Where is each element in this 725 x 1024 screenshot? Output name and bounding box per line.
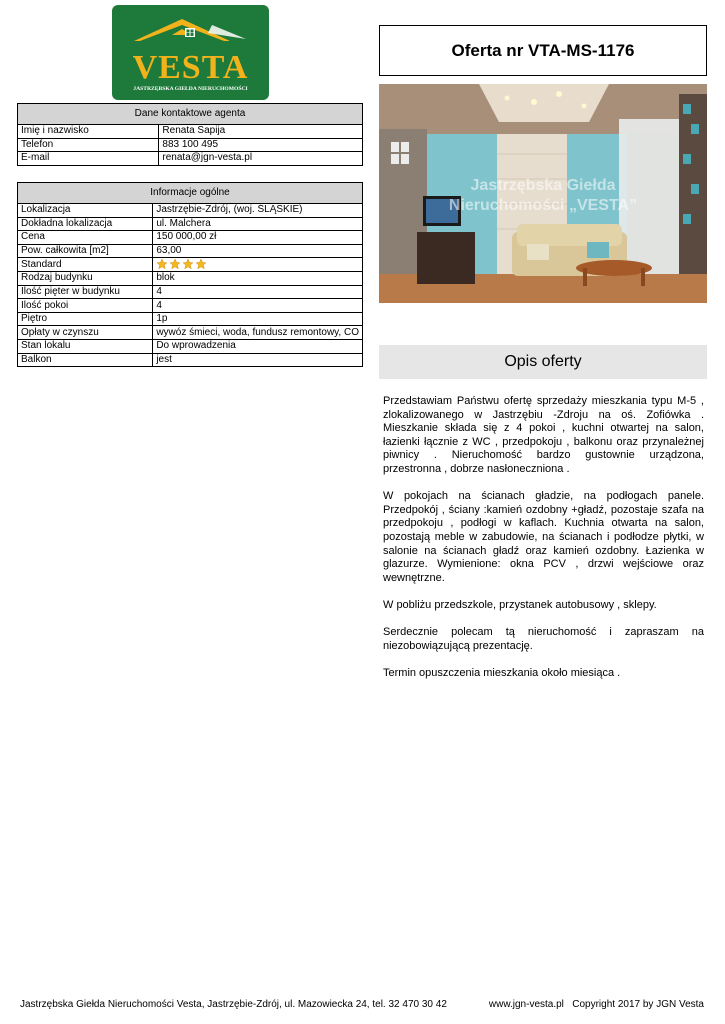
- info-label: Pow. całkowita [m2]: [18, 244, 153, 258]
- contact-label: E-mail: [18, 152, 159, 166]
- contact-label: Telefon: [18, 138, 159, 152]
- table-row: [18, 204, 363, 218]
- footer-copyright: Copyright 2017 by JGN Vesta: [572, 999, 704, 1010]
- info-value: Jastrzębie-Zdrój, (woj. ŚLĄSKIE): [153, 204, 363, 218]
- info-label: Standard: [18, 258, 153, 272]
- watermark-text: Jastrzębska Giełda: [470, 177, 616, 194]
- star-icon: [195, 258, 207, 270]
- table-row: [18, 299, 363, 313]
- info-value: 150 000,00 zł: [153, 231, 363, 245]
- logo-subtitle: JASTRZĘBSKA GIEŁDA NIERUCHOMOŚCI: [133, 86, 248, 92]
- contact-table-header: Dane kontaktowe agenta: [18, 104, 363, 125]
- info-label: Piętro: [18, 312, 153, 326]
- offer-number-title: Oferta nr VTA-MS-1176: [379, 25, 707, 76]
- info-value: Do wprowadzenia: [153, 339, 363, 353]
- table-row: [18, 231, 363, 245]
- info-label: Rodzaj budynku: [18, 272, 153, 286]
- info-value: blok: [153, 272, 363, 286]
- table-row: [18, 312, 363, 326]
- info-label: Lokalizacja: [18, 204, 153, 218]
- footer-company-info: Jastrzębska Giełda Nieruchomości Vesta, Jastrzębie-Zdrój, ul. Mazowiecka 24, tel. 32 470 30 42: [20, 999, 447, 1010]
- star-rating: [156, 258, 207, 270]
- standard-rating: [153, 258, 363, 272]
- table-row: [18, 272, 363, 286]
- star-icon: [182, 258, 194, 270]
- info-value: ul. Malchera: [153, 217, 363, 231]
- description-heading: Opis oferty: [379, 345, 707, 379]
- general-table-header: Informacje ogólne: [18, 183, 363, 204]
- info-label: Ilość pokoi: [18, 299, 153, 313]
- table-row: [18, 353, 363, 367]
- table-row: [18, 244, 363, 258]
- table-row: [18, 152, 363, 166]
- description-paragraph: Przedstawiam Państwu ofertę sprzedaży mieszkania typu M-5 , zlokalizowanego w Jastrzębiu -Zdroju na oś. Zofiówka . Mieszkanie składa się z 4 pokoi , kuchni otwartej na salon, łazienki łącznie z WC , przedpokoju , balkonu oraz przynależnej piwnicy . Nieruchomość bardzo gustownie urządzona, przestronna , dobrze nasłoneczniona .: [383, 395, 704, 475]
- logo-name: VESTA: [132, 49, 249, 86]
- table-row: [18, 285, 363, 299]
- info-value: 1p: [153, 312, 363, 326]
- contact-label: Imię i nazwisko: [18, 125, 159, 139]
- contact-email-link[interactable]: renata@jgn-vesta.pl: [159, 152, 363, 166]
- description-paragraph: W pokojach na ścianach gładzie, na podłogach panele. Przedpokój , ściany :kamień ozdobny +gładź, pozostaje szafa na przedpokoju , podłogi w kaflach. Kuchnia otwarta na salon, pozostają meble w zabudowie, na ścianach i podłodze płytki, w salonie na ścianach gładź oraz kamień ozdobny. Łazienka w glazurze. Wymienione: okna PCV , drzwi wejściowe oraz wewnętrzne.: [383, 490, 704, 584]
- contact-value: Renata Sapija: [159, 125, 363, 139]
- footer-website-link[interactable]: www.jgn-vesta.pl: [488, 999, 564, 1010]
- property-photo: [379, 84, 707, 303]
- table-row: [18, 138, 363, 152]
- house-roof-icon: [112, 5, 269, 55]
- info-label: Opłaty w czynszu: [18, 326, 153, 340]
- description-paragraph: Serdecznie polecam tą nieruchomość i zapraszam na niezobowiązującą prezentację.: [383, 626, 704, 652]
- info-value: wywóz śmieci, woda, fundusz remontowy, CO: [153, 326, 363, 340]
- company-logo: [112, 5, 269, 100]
- footer-right: [489, 999, 704, 1010]
- contact-value: 883 100 495: [159, 138, 363, 152]
- info-label: Balkon: [18, 353, 153, 367]
- info-label: Cena: [18, 231, 153, 245]
- table-row: [18, 326, 363, 340]
- description-paragraph: W pobliżu przedszkole, przystanek autobusowy , sklepy.: [383, 598, 657, 611]
- star-icon: [156, 258, 168, 270]
- info-value: 4: [153, 285, 363, 299]
- table-row: [18, 339, 363, 353]
- general-info-table: [17, 182, 363, 367]
- table-row: [18, 258, 363, 272]
- description-paragraph: Termin opuszczenia mieszkania około miesiąca .: [383, 666, 621, 679]
- info-label: Stan lokalu: [18, 339, 153, 353]
- agent-contact-table: [17, 103, 363, 166]
- table-row: [18, 217, 363, 231]
- watermark-text: Nieruchomości „VESTA”: [448, 197, 638, 214]
- table-row: [18, 125, 363, 139]
- info-value: 63,00: [153, 244, 363, 258]
- info-value: jest: [153, 353, 363, 367]
- info-label: Ilość pięter w budynku: [18, 285, 153, 299]
- star-icon: [169, 258, 181, 270]
- info-label: Dokładna lokalizacja: [18, 217, 153, 231]
- info-value: 4: [153, 299, 363, 313]
- offer-description: [383, 395, 704, 694]
